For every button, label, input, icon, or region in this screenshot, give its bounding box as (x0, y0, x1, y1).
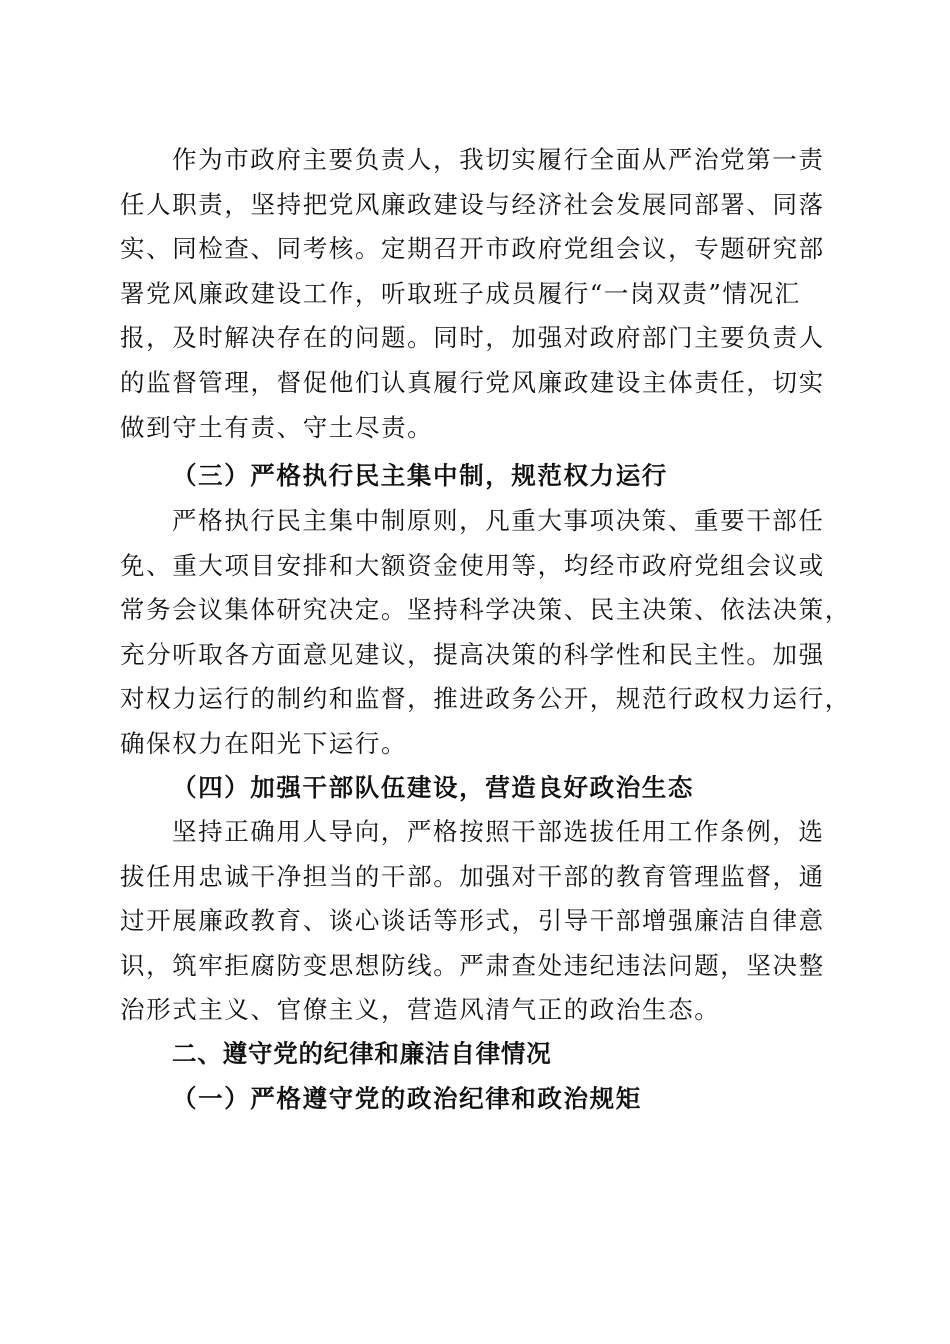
paragraph-line: 常务会议集体研究决定。坚持科学决策、民主决策、依法决策， (120, 595, 851, 625)
paragraph-line: 对权力运行的制约和监督，推进政务公开，规范行政权力运行， (120, 684, 851, 714)
subheading-political-discipline: （一）严格遵守党的政治纪律和政治规矩 (172, 1084, 642, 1113)
paragraph-line: 识，筑牢拒腐防变思想防线。严肃查处违纪违法问题，坚决整 (120, 950, 825, 980)
paragraph-cadre-team (120, 810, 832, 1033)
paragraph-line: 充分听取各方面意见建议，提高决策的科学性和民主性。加强 (120, 639, 825, 669)
paragraph-line: 坚持正确用人导向，严格按照干部选拔任用工作条例，选 (172, 817, 825, 846)
paragraph-leadership-responsibility (120, 138, 832, 450)
section-title-discipline: 二、遵守党的纪律和廉洁自律情况 (172, 1039, 552, 1068)
paragraph-line: 报，及时解决存在的问题。同时，加强对政府部门主要负责人 (120, 323, 825, 353)
paragraph-democratic-centralism (120, 499, 851, 767)
paragraph-line: 免、重大项目安排和大额资金使用等，均经市政府党组会议或 (120, 550, 825, 580)
paragraph-line: 的监督管理，督促他们认真履行党风廉政建设主体责任，切实 (120, 367, 825, 397)
subheading-cadre-team: （四）加强干部队伍建设，营造良好政治生态 (172, 773, 694, 802)
paragraph-line: 过开展廉政教育、谈心谈话等形式，引导干部增强廉洁自律意 (120, 906, 825, 936)
subheading-democratic-centralism: （三）严格执行民主集中制，规范权力运行 (172, 461, 668, 490)
paragraph-line: 治形式主义、官僚主义，营造风清气正的政治生态。 (120, 995, 721, 1025)
paragraph-line: 作为市政府主要负责人，我切实履行全面从严治党第一责 (172, 145, 825, 174)
paragraph-line: 做到守土有责、守土尽责。 (120, 412, 434, 442)
paragraph-line: 拔任用忠诚干净担当的干部。加强对干部的教育管理监督，通 (120, 861, 825, 891)
paragraph-line: 实、同检查、同考核。定期召开市政府党组会议，专题研究部 (120, 234, 825, 264)
paragraph-line: 确保权力在阳光下运行。 (120, 728, 408, 758)
paragraph-line: 署党风廉政建设工作，听取班子成员履行“一岗双责”情况汇 (120, 278, 801, 308)
paragraph-line: 严格执行民主集中制原则，凡重大事项决策、重要干部任 (172, 506, 825, 535)
paragraph-line: 任人职责，坚持把党风廉政建设与经济社会发展同部署、同落 (120, 189, 825, 219)
